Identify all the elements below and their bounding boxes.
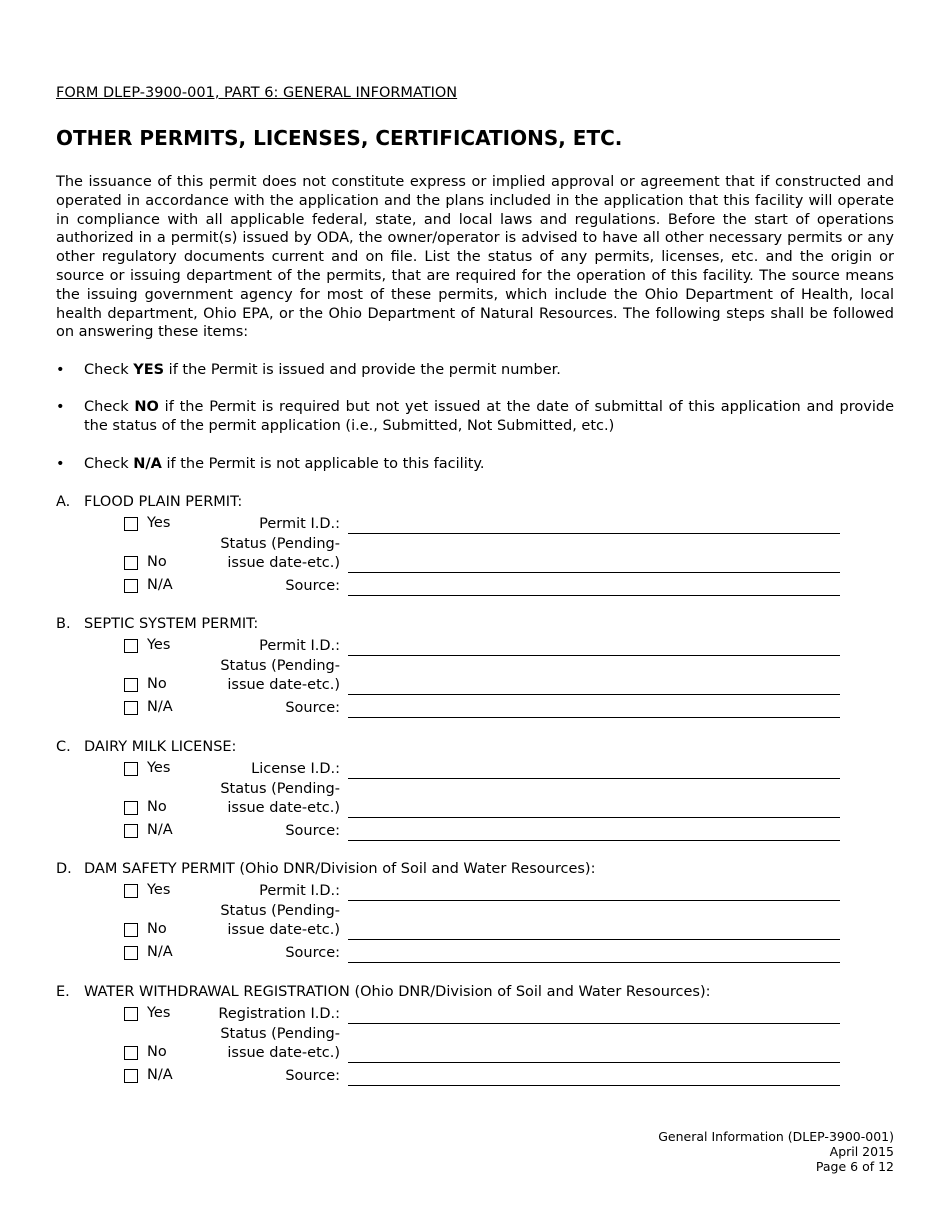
bullet-keyword: YES [133, 362, 165, 378]
na-label: N/A [147, 944, 173, 960]
source-field[interactable] [348, 717, 840, 718]
id-label: License I.D.: [251, 761, 340, 777]
source-field[interactable] [348, 840, 840, 841]
page-footer [658, 1129, 894, 1174]
yes-label: Yes [147, 882, 171, 898]
section-dairy-milk [56, 739, 894, 849]
section-dam-safety [56, 861, 894, 971]
footer-page-number: Page 6 of 12 [815, 1159, 894, 1174]
na-label: N/A [147, 1067, 173, 1083]
id-label: Registration I.D.: [218, 1006, 340, 1022]
status-field[interactable] [348, 939, 840, 940]
bullet-keyword: N/A [133, 456, 162, 472]
source-field[interactable] [348, 595, 840, 596]
yes-checkbox[interactable] [124, 1007, 138, 1021]
yes-label: Yes [147, 637, 171, 653]
section-heading: B. SEPTIC SYSTEM PERMIT: [56, 616, 259, 632]
form-identifier: FORM DLEP-3900-001, PART 6: GENERAL INFORMATION [56, 85, 458, 101]
yes-label: Yes [147, 515, 171, 531]
footer-date: April 2015 [829, 1144, 894, 1159]
id-field[interactable] [348, 778, 840, 779]
source-field[interactable] [348, 1085, 840, 1086]
section-heading: D. DAM SAFETY PERMIT (Ohio DNR/Division of Soil and Water Resources): [56, 861, 596, 877]
na-checkbox[interactable] [124, 701, 138, 715]
no-checkbox[interactable] [124, 923, 138, 937]
bullet-dot: • [56, 456, 65, 472]
page-title: OTHER PERMITS, LICENSES, CERTIFICATIONS, ETC. [56, 126, 623, 150]
id-label: Permit I.D.: [259, 516, 340, 532]
source-label: Source: [285, 578, 340, 594]
source-label: Source: [285, 823, 340, 839]
yes-checkbox[interactable] [124, 517, 138, 531]
id-field[interactable] [348, 900, 840, 901]
section-heading: A. FLOOD PLAIN PERMIT: [56, 494, 243, 510]
bullet-keyword: NO [134, 399, 159, 415]
status-label-line1: Status (Pending- [220, 658, 340, 674]
source-label: Source: [285, 1068, 340, 1084]
id-field[interactable] [348, 655, 840, 656]
source-label: Source: [285, 945, 340, 961]
status-label-line2: issue date-etc.) [227, 922, 340, 938]
section-heading: E. WATER WITHDRAWAL REGISTRATION (Ohio DNR/Division of Soil and Water Resources): [56, 984, 711, 1000]
no-label: No [147, 921, 167, 937]
no-label: No [147, 1044, 167, 1060]
no-label: No [147, 554, 167, 570]
status-label-line2: issue date-etc.) [227, 800, 340, 816]
section-flood-plain [56, 494, 894, 604]
status-field[interactable] [348, 572, 840, 573]
na-label: N/A [147, 822, 173, 838]
no-checkbox[interactable] [124, 678, 138, 692]
status-label-line2: issue date-etc.) [227, 1045, 340, 1061]
na-label: N/A [147, 699, 173, 715]
status-field[interactable] [348, 694, 840, 695]
status-label-line2: issue date-etc.) [227, 555, 340, 571]
id-label: Permit I.D.: [259, 883, 340, 899]
yes-checkbox[interactable] [124, 762, 138, 776]
status-label-line1: Status (Pending- [220, 536, 340, 552]
id-field[interactable] [348, 533, 840, 534]
id-label: Permit I.D.: [259, 638, 340, 654]
yes-checkbox[interactable] [124, 884, 138, 898]
bullet-dot: • [56, 399, 65, 415]
status-field[interactable] [348, 1062, 840, 1063]
na-checkbox[interactable] [124, 824, 138, 838]
no-checkbox[interactable] [124, 1046, 138, 1060]
na-checkbox[interactable] [124, 1069, 138, 1083]
bullet-yes: • Check YES if the Permit is issued and provide the permit number. [56, 362, 561, 378]
no-checkbox[interactable] [124, 801, 138, 815]
no-label: No [147, 799, 167, 815]
intro-paragraph: The issuance of this permit does not constitute express or implied approval or agreement that if constructed and operated in accordance with the application and the plans included in the application that this facility will operate in compliance with all applicable federal, state, and local laws and regulations. Before the start of operations authorized in a permit(s) issued by ODA, the owner/operator is advised to have all other necessary permits or any other regulatory documents current and on file. List the status of any permits, licenses, etc. and the origin or source or issuing department of the permits, that are required for the operation of this facility. The source means the issuing government agency for most of these permits, which include the Ohio Department of Health, local health department, Ohio EPA, or the Ohio Department of Natural Resources. The following steps shall be followed on answering these items: [56, 174, 894, 341]
status-label-line1: Status (Pending- [220, 781, 340, 797]
yes-label: Yes [147, 760, 171, 776]
source-label: Source: [285, 700, 340, 716]
status-field[interactable] [348, 817, 840, 818]
footer-doc-title: General Information (DLEP-3900-001) [658, 1129, 894, 1144]
section-water-withdrawal [56, 984, 894, 1094]
no-label: No [147, 676, 167, 692]
bullet-na: • Check N/A if the Permit is not applicable to this facility. [56, 456, 485, 472]
id-field[interactable] [348, 1023, 840, 1024]
status-label-line2: issue date-etc.) [227, 677, 340, 693]
na-label: N/A [147, 577, 173, 593]
na-checkbox[interactable] [124, 946, 138, 960]
na-checkbox[interactable] [124, 579, 138, 593]
section-heading: C. DAIRY MILK LICENSE: [56, 739, 237, 755]
yes-label: Yes [147, 1005, 171, 1021]
no-checkbox[interactable] [124, 556, 138, 570]
yes-checkbox[interactable] [124, 639, 138, 653]
bullet-dot: • [56, 362, 65, 378]
section-septic-system [56, 616, 894, 726]
status-label-line1: Status (Pending- [220, 903, 340, 919]
status-label-line1: Status (Pending- [220, 1026, 340, 1042]
bullet-no: • Check NO if the Permit is required but not yet issued at the date of submittal of this application and provide the status of the permit application (i.e., Submitted, Not Submitted, etc.) [56, 399, 894, 434]
source-field[interactable] [348, 962, 840, 963]
